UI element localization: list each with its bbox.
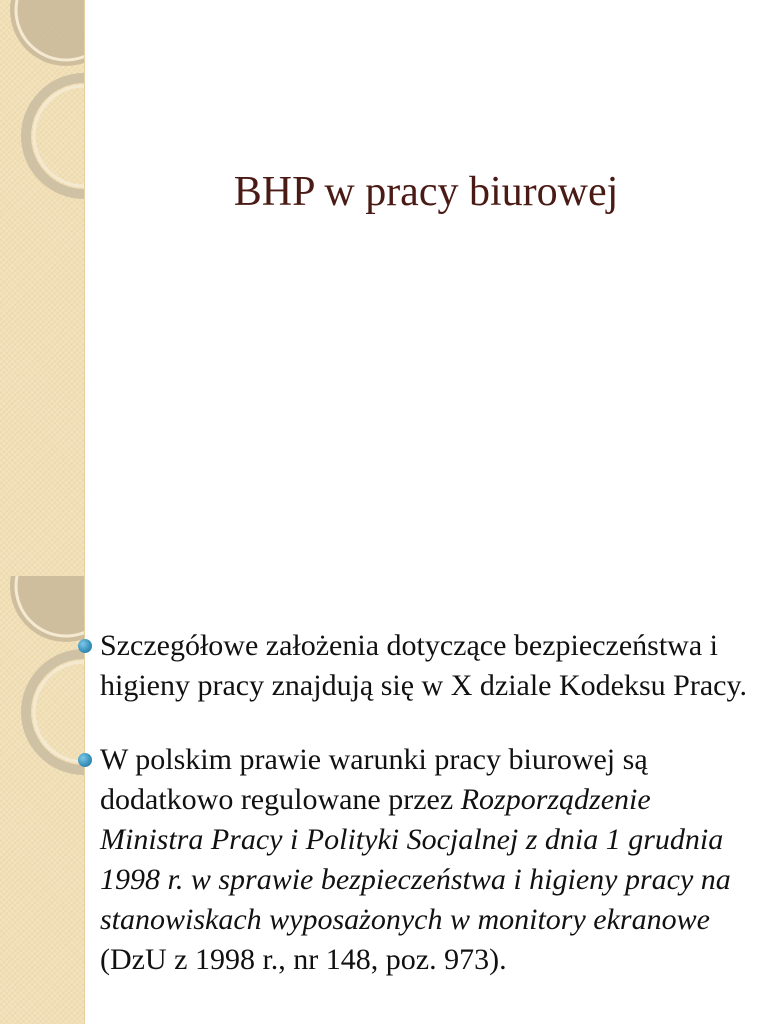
- decorative-circles-icon: [0, 576, 84, 776]
- bullet-list: [78, 626, 758, 1014]
- decorative-circles-icon: [0, 0, 84, 200]
- decorative-strip: [0, 0, 85, 576]
- list-item: [78, 626, 758, 706]
- slide-title: BHP w pracy biurowej: [233, 169, 619, 215]
- list-item: [78, 740, 758, 980]
- bullet-text-tail: (DzU z 1998 r., nr 148, poz. 973).: [100, 943, 507, 976]
- bullet-icon: [78, 753, 92, 767]
- bullet-text-intro: W polskim prawie warunki pracy biurowej są dodatkowo regulowane przez: [100, 743, 648, 816]
- decorative-strip: [0, 576, 85, 1024]
- regulation-title: Rozporządzenie Ministra Pracy i Polityki Socjalnej z dnia 1 grudnia 1998 r. w sprawie bezpieczeństwa i higieny pracy na stanowiskach wyposażonych w monitory ekranowe: [100, 783, 731, 936]
- bullet-text: Szczegółowe założenia dotyczące bezpieczeństwa i higieny pracy znajdują się w X dziale Kodeksu Pracy.: [100, 629, 748, 702]
- bullet-icon: [78, 639, 92, 653]
- content-slide: [0, 576, 768, 1024]
